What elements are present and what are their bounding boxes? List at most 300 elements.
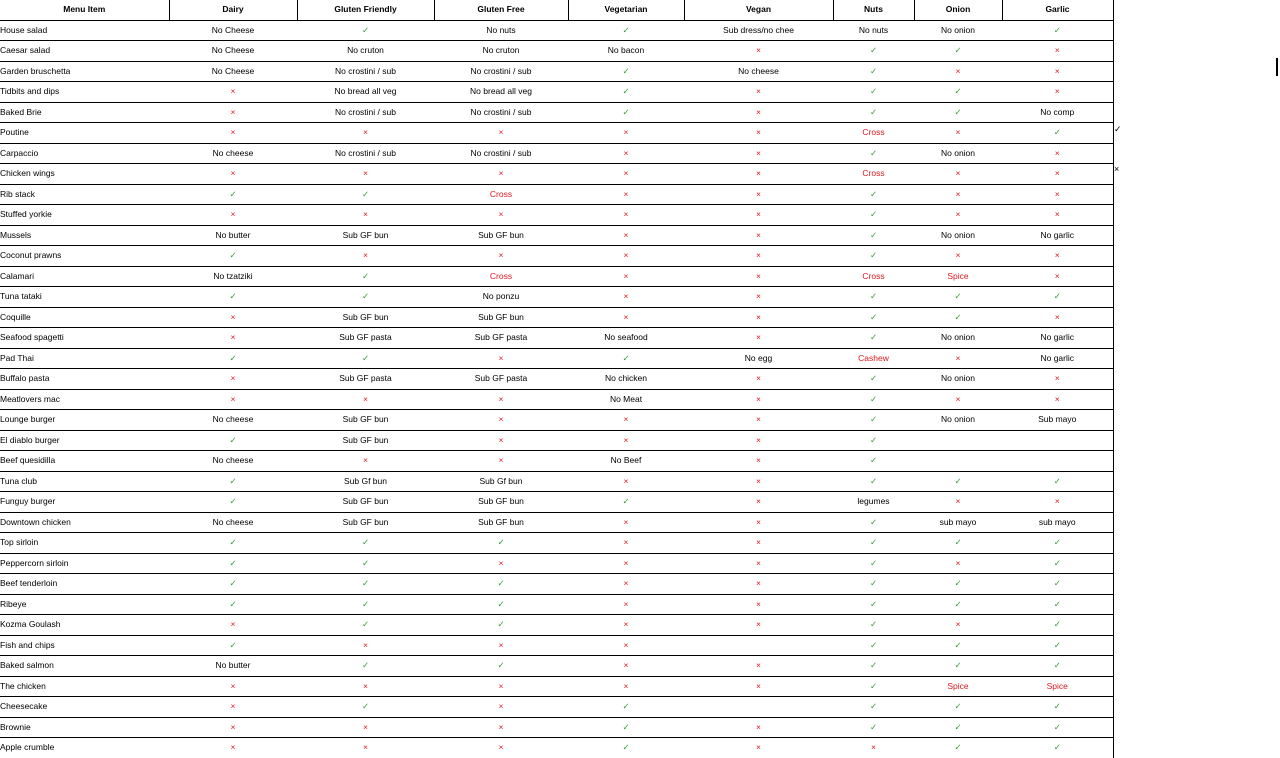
allergen-cell: ✓ xyxy=(568,717,684,738)
allergen-cell: ✓ xyxy=(833,594,914,615)
allergen-cell: Sub GF pasta xyxy=(434,328,568,349)
allergen-cell: × xyxy=(684,307,833,328)
allergen-cell: ✓ xyxy=(568,738,684,758)
allergen-cell: × xyxy=(568,164,684,185)
menu-item-cell: Downtown chicken xyxy=(0,512,169,533)
header-row xyxy=(0,0,1113,20)
menu-item-cell: Stuffed yorkie xyxy=(0,205,169,226)
allergen-cell: No crostini / sub xyxy=(297,143,434,164)
allergen-cell: No Cheese xyxy=(169,20,297,41)
allergen-cell: ✓ xyxy=(297,533,434,554)
table-row xyxy=(0,656,1113,677)
allergen-cell: ✓ xyxy=(297,184,434,205)
allergen-cell: Spice xyxy=(1002,676,1113,697)
menu-item-cell: Baked salmon xyxy=(0,656,169,677)
table-row xyxy=(0,225,1113,246)
allergen-cell: × xyxy=(1002,492,1113,513)
allergen-cell: × xyxy=(684,82,833,103)
allergen-cell: ✓ xyxy=(833,61,914,82)
allergen-cell: × xyxy=(1002,41,1113,62)
allergen-cell: × xyxy=(568,246,684,267)
allergen-cell: × xyxy=(297,389,434,410)
side-cross-mark: × xyxy=(1114,164,1120,174)
table-row xyxy=(0,143,1113,164)
cursor-mark xyxy=(1276,58,1278,76)
table-row xyxy=(0,615,1113,636)
allergen-cell: ✓ xyxy=(1002,717,1113,738)
allergen-cell: No crostini / sub xyxy=(297,61,434,82)
allergen-cell xyxy=(914,430,1002,451)
table-row xyxy=(0,205,1113,226)
menu-item-cell: Peppercorn sirloin xyxy=(0,553,169,574)
allergen-cell: × xyxy=(297,738,434,758)
allergen-cell: × xyxy=(1002,184,1113,205)
allergen-cell: × xyxy=(568,615,684,636)
allergen-cell: Cross xyxy=(434,184,568,205)
table-row xyxy=(0,20,1113,41)
menu-item-cell: Apple crumble xyxy=(0,738,169,758)
allergen-cell: ✓ xyxy=(833,533,914,554)
allergen-cell: Sub GF bun xyxy=(434,225,568,246)
allergen-cell: × xyxy=(684,225,833,246)
menu-item-cell: Beef quesidilla xyxy=(0,451,169,472)
allergen-cell: No bacon xyxy=(568,41,684,62)
allergen-cell: No garlic xyxy=(1002,348,1113,369)
column-header-nuts: Nuts xyxy=(833,0,914,20)
allergen-cell: Sub dress/no chee xyxy=(684,20,833,41)
allergen-cell xyxy=(1002,430,1113,451)
allergen-cell: No Beef xyxy=(568,451,684,472)
menu-item-cell: Beef tenderloin xyxy=(0,574,169,595)
allergen-cell: ✓ xyxy=(1002,574,1113,595)
table-row xyxy=(0,184,1113,205)
menu-item-cell: Mussels xyxy=(0,225,169,246)
column-header-onion: Onion xyxy=(914,0,1002,20)
allergen-cell: ✓ xyxy=(169,348,297,369)
allergen-cell: × xyxy=(434,246,568,267)
allergen-cell: × xyxy=(914,205,1002,226)
allergen-cell: × xyxy=(684,471,833,492)
allergen-cell: ✓ xyxy=(434,615,568,636)
allergen-cell: × xyxy=(568,594,684,615)
allergen-cell: × xyxy=(684,492,833,513)
allergen-cell: ✓ xyxy=(1002,615,1113,636)
menu-item-cell: Buffalo pasta xyxy=(0,369,169,390)
menu-item-cell: Tuna tataki xyxy=(0,287,169,308)
allergen-cell: ✓ xyxy=(833,430,914,451)
allergen-cell: × xyxy=(169,369,297,390)
allergen-cell: ✓ xyxy=(169,471,297,492)
allergen-cell: ✓ xyxy=(1002,697,1113,718)
table-row xyxy=(0,348,1113,369)
allergen-cell: × xyxy=(434,123,568,144)
allergen-cell: ✓ xyxy=(297,287,434,308)
allergen-cell: ✓ xyxy=(914,307,1002,328)
allergen-cell: Sub GF bun xyxy=(297,492,434,513)
allergen-cell: × xyxy=(684,430,833,451)
allergen-cell: ✓ xyxy=(1002,594,1113,615)
allergen-cell: ✓ xyxy=(434,656,568,677)
allergen-cell: × xyxy=(568,656,684,677)
allergen-cell: × xyxy=(434,205,568,226)
allergen-cell: × xyxy=(914,615,1002,636)
table-row xyxy=(0,697,1113,718)
table-row xyxy=(0,717,1113,738)
allergen-cell: ✓ xyxy=(833,512,914,533)
allergen-cell: ✓ xyxy=(169,574,297,595)
allergen-cell: × xyxy=(684,328,833,349)
allergen-cell: No nuts xyxy=(434,20,568,41)
allergen-cell: ✓ xyxy=(1002,471,1113,492)
allergen-cell: × xyxy=(914,61,1002,82)
allergen-cell: ✓ xyxy=(1002,123,1113,144)
allergen-cell: × xyxy=(297,451,434,472)
allergen-cell: No butter xyxy=(169,656,297,677)
allergen-cell: ✓ xyxy=(568,82,684,103)
table-row xyxy=(0,410,1113,431)
table-row xyxy=(0,369,1113,390)
menu-item-cell: Meatlovers mac xyxy=(0,389,169,410)
allergen-cell: ✓ xyxy=(568,102,684,123)
allergen-cell: ✓ xyxy=(914,635,1002,656)
allergen-cell: × xyxy=(914,492,1002,513)
allergen-cell: ✓ xyxy=(833,676,914,697)
menu-item-cell: Caesar salad xyxy=(0,41,169,62)
allergen-cell: × xyxy=(684,287,833,308)
menu-item-cell: Kozma Goulash xyxy=(0,615,169,636)
allergen-cell: ✓ xyxy=(1002,656,1113,677)
allergen-cell: legumes xyxy=(833,492,914,513)
allergen-cell: No cheese xyxy=(684,61,833,82)
allergen-cell: ✓ xyxy=(1002,533,1113,554)
allergen-cell: × xyxy=(297,676,434,697)
allergen-cell: ✓ xyxy=(833,41,914,62)
allergen-cell: × xyxy=(568,410,684,431)
allergen-cell: sub mayo xyxy=(914,512,1002,533)
allergen-cell: ✓ xyxy=(833,307,914,328)
allergen-cell: Sub Gf bun xyxy=(297,471,434,492)
table-row xyxy=(0,61,1113,82)
column-header-gluten-friendly: Gluten Friendly xyxy=(297,0,434,20)
allergen-cell: No Cheese xyxy=(169,61,297,82)
allergen-cell: × xyxy=(434,676,568,697)
allergen-cell: Sub GF bun xyxy=(434,492,568,513)
menu-item-cell: Coconut prawns xyxy=(0,246,169,267)
allergen-cell: No cheese xyxy=(169,512,297,533)
allergen-cell: No egg xyxy=(684,348,833,369)
allergen-cell: ✓ xyxy=(1002,738,1113,758)
menu-item-cell: Lounge burger xyxy=(0,410,169,431)
menu-item-cell: Ribeye xyxy=(0,594,169,615)
allergen-cell: No seafood xyxy=(568,328,684,349)
allergen-cell: ✓ xyxy=(297,697,434,718)
allergen-cell: × xyxy=(684,246,833,267)
allergen-cell: × xyxy=(684,143,833,164)
allergen-cell: Sub GF pasta xyxy=(297,369,434,390)
allergen-cell: Sub GF bun xyxy=(297,225,434,246)
allergen-cell: Sub GF bun xyxy=(434,512,568,533)
allergen-cell: × xyxy=(434,697,568,718)
allergen-cell: × xyxy=(914,389,1002,410)
allergen-cell: No onion xyxy=(914,143,1002,164)
allergen-cell: × xyxy=(169,389,297,410)
allergen-cell: Cross xyxy=(833,123,914,144)
allergen-cell: × xyxy=(684,123,833,144)
allergen-cell: No butter xyxy=(169,225,297,246)
allergen-cell: × xyxy=(684,205,833,226)
allergen-cell: ✓ xyxy=(833,389,914,410)
allergen-cell: × xyxy=(1002,164,1113,185)
allergen-cell: × xyxy=(684,102,833,123)
allergen-cell: × xyxy=(684,41,833,62)
allergen-cell: No cheese xyxy=(169,451,297,472)
allergen-cell: ✓ xyxy=(914,287,1002,308)
menu-item-cell: El diablo burger xyxy=(0,430,169,451)
menu-item-cell: Carpaccio xyxy=(0,143,169,164)
table-row xyxy=(0,82,1113,103)
allergen-cell: ✓ xyxy=(833,328,914,349)
table-row xyxy=(0,41,1113,62)
allergen-cell: × xyxy=(684,369,833,390)
allergen-cell: No comp xyxy=(1002,102,1113,123)
allergen-cell: ✓ xyxy=(914,656,1002,677)
allergen-cell: ✓ xyxy=(169,287,297,308)
allergen-cell: ✓ xyxy=(914,471,1002,492)
allergen-cell: ✓ xyxy=(833,574,914,595)
table-row xyxy=(0,738,1113,758)
side-check-mark: ✓ xyxy=(1114,124,1122,134)
allergen-cell: ✓ xyxy=(833,615,914,636)
allergen-cell: No bread all veg xyxy=(297,82,434,103)
allergen-cell: Cashew xyxy=(833,348,914,369)
allergen-cell: × xyxy=(914,164,1002,185)
allergen-cell: No ponzu xyxy=(434,287,568,308)
allergen-cell: × xyxy=(1002,266,1113,287)
allergen-cell: × xyxy=(169,307,297,328)
table-row xyxy=(0,307,1113,328)
allergen-cell: ✓ xyxy=(833,143,914,164)
allergen-cell: ✓ xyxy=(297,574,434,595)
allergen-cell: ✓ xyxy=(833,410,914,431)
allergen-cell: No onion xyxy=(914,410,1002,431)
table-row xyxy=(0,635,1113,656)
allergen-cell: ✓ xyxy=(297,553,434,574)
allergen-cell: No onion xyxy=(914,328,1002,349)
allergen-cell: × xyxy=(684,533,833,554)
allergen-cell: No onion xyxy=(914,369,1002,390)
allergen-cell: Cross xyxy=(833,164,914,185)
allergen-cell: × xyxy=(684,164,833,185)
menu-item-cell: Top sirloin xyxy=(0,533,169,554)
allergen-cell: × xyxy=(169,328,297,349)
allergen-cell: ✓ xyxy=(833,717,914,738)
allergen-cell: ✓ xyxy=(833,553,914,574)
allergen-cell: × xyxy=(684,615,833,636)
allergen-cell: ✓ xyxy=(1002,635,1113,656)
allergen-cell: × xyxy=(684,656,833,677)
allergen-cell: ✓ xyxy=(169,635,297,656)
menu-item-cell: Chicken wings xyxy=(0,164,169,185)
allergen-cell: ✓ xyxy=(833,656,914,677)
allergen-cell: ✓ xyxy=(169,594,297,615)
allergen-cell: ✓ xyxy=(833,635,914,656)
allergen-cell: × xyxy=(568,471,684,492)
allergen-cell: × xyxy=(568,205,684,226)
allergen-cell: ✓ xyxy=(833,451,914,472)
allergen-cell: ✓ xyxy=(169,430,297,451)
allergen-cell: × xyxy=(169,615,297,636)
allergen-cell: No cruton xyxy=(434,41,568,62)
table-row xyxy=(0,553,1113,574)
allergen-cell: × xyxy=(169,82,297,103)
allergen-cell: Cross xyxy=(833,266,914,287)
allergen-cell: Sub GF bun xyxy=(297,307,434,328)
allergen-cell: Sub mayo xyxy=(1002,410,1113,431)
allergen-cell: ✓ xyxy=(169,492,297,513)
column-header-dairy: Dairy xyxy=(169,0,297,20)
allergen-cell: ✓ xyxy=(914,102,1002,123)
table-row xyxy=(0,266,1113,287)
allergen-cell: × xyxy=(434,348,568,369)
allergen-cell: ✓ xyxy=(833,184,914,205)
allergen-cell: ✓ xyxy=(568,348,684,369)
allergen-cell: × xyxy=(169,697,297,718)
allergen-cell: × xyxy=(297,205,434,226)
allergen-cell: ✓ xyxy=(914,41,1002,62)
allergen-cell: ✓ xyxy=(833,471,914,492)
allergen-cell: ✓ xyxy=(833,246,914,267)
allergen-cell: × xyxy=(684,266,833,287)
allergen-cell: ✓ xyxy=(914,738,1002,758)
allergen-cell: × xyxy=(684,512,833,533)
allergen-cell: × xyxy=(434,389,568,410)
allergen-cell: No cheese xyxy=(169,410,297,431)
table-row xyxy=(0,594,1113,615)
allergen-cell: No bread all veg xyxy=(434,82,568,103)
allergen-cell: × xyxy=(684,389,833,410)
allergen-cell: × xyxy=(568,287,684,308)
allergen-cell: ✓ xyxy=(833,102,914,123)
allergen-cell: No onion xyxy=(914,20,1002,41)
allergen-cell: × xyxy=(434,553,568,574)
allergen-cell: × xyxy=(914,184,1002,205)
allergen-cell: No cheese xyxy=(169,143,297,164)
table-row xyxy=(0,676,1113,697)
menu-item-cell: Garden bruschetta xyxy=(0,61,169,82)
allergen-cell: ✓ xyxy=(297,594,434,615)
allergen-cell: No crostini / sub xyxy=(434,143,568,164)
allergen-cell: × xyxy=(833,738,914,758)
allergen-cell: × xyxy=(297,246,434,267)
allergen-cell: Spice xyxy=(914,676,1002,697)
menu-item-cell: House salad xyxy=(0,20,169,41)
table-row xyxy=(0,328,1113,349)
allergen-cell: Sub GF bun xyxy=(297,512,434,533)
allergen-cell: Sub GF bun xyxy=(434,307,568,328)
allergen-cell: Sub Gf bun xyxy=(434,471,568,492)
allergen-cell: × xyxy=(568,512,684,533)
allergen-cell: × xyxy=(434,410,568,431)
allergen-cell: × xyxy=(568,676,684,697)
allergen-cell: × xyxy=(568,533,684,554)
allergen-cell: No cruton xyxy=(297,41,434,62)
menu-item-cell: Cheesecake xyxy=(0,697,169,718)
allergen-cell: × xyxy=(568,307,684,328)
menu-item-cell: Seafood spagetti xyxy=(0,328,169,349)
allergen-cell: ✓ xyxy=(833,369,914,390)
table-row xyxy=(0,512,1113,533)
allergen-cell: ✓ xyxy=(568,697,684,718)
allergen-cell: × xyxy=(1002,143,1113,164)
allergen-cell: ✓ xyxy=(169,184,297,205)
allergen-cell: × xyxy=(297,123,434,144)
allergen-cell: Sub GF pasta xyxy=(434,369,568,390)
allergen-cell: ✓ xyxy=(914,82,1002,103)
allergen-cell: × xyxy=(568,123,684,144)
allergen-cell: ✓ xyxy=(434,533,568,554)
allergen-cell: No chicken xyxy=(568,369,684,390)
menu-item-cell: Coquille xyxy=(0,307,169,328)
allergen-cell: × xyxy=(684,451,833,472)
allergen-cell: × xyxy=(1002,61,1113,82)
allergen-cell: × xyxy=(169,717,297,738)
menu-item-cell: Brownie xyxy=(0,717,169,738)
table-row xyxy=(0,574,1113,595)
allergen-cell: ✓ xyxy=(1002,287,1113,308)
menu-item-cell: Funguy burger xyxy=(0,492,169,513)
menu-item-cell: Fish and chips xyxy=(0,635,169,656)
allergen-cell: ✓ xyxy=(833,287,914,308)
allergen-cell: ✓ xyxy=(914,697,1002,718)
table-row xyxy=(0,533,1113,554)
allergen-cell: ✓ xyxy=(434,594,568,615)
allergen-cell: × xyxy=(684,594,833,615)
allergen-cell: × xyxy=(434,451,568,472)
table-row xyxy=(0,430,1113,451)
allergen-cell: No tzatziki xyxy=(169,266,297,287)
allergen-cell: × xyxy=(434,635,568,656)
column-header-menu-item: Menu Item xyxy=(0,0,169,20)
allergen-cell: × xyxy=(684,717,833,738)
allergen-cell: No garlic xyxy=(1002,328,1113,349)
allergen-cell: ✓ xyxy=(169,553,297,574)
allergen-cell: sub mayo xyxy=(1002,512,1113,533)
allergen-cell: × xyxy=(914,348,1002,369)
menu-item-cell: Tuna club xyxy=(0,471,169,492)
allergen-cell: × xyxy=(297,164,434,185)
menu-item-cell: Calamari xyxy=(0,266,169,287)
allergen-cell: × xyxy=(568,635,684,656)
column-header-gluten-free: Gluten Free xyxy=(434,0,568,20)
column-header-garlic: Garlic xyxy=(1002,0,1113,20)
menu-item-cell: The chicken xyxy=(0,676,169,697)
allergen-cell: No garlic xyxy=(1002,225,1113,246)
allergen-cell: ✓ xyxy=(434,574,568,595)
allergen-cell: × xyxy=(434,717,568,738)
allergen-cell xyxy=(1002,451,1113,472)
allergen-cell: × xyxy=(1002,369,1113,390)
allergen-cell: ✓ xyxy=(833,225,914,246)
allergen-cell: Sub GF bun xyxy=(297,430,434,451)
allergen-cell: × xyxy=(568,266,684,287)
allergen-cell: × xyxy=(434,430,568,451)
menu-item-cell: Pad Thai xyxy=(0,348,169,369)
allergen-cell: × xyxy=(1002,389,1113,410)
allergen-cell: × xyxy=(568,430,684,451)
allergen-cell: No crostini / sub xyxy=(297,102,434,123)
allergen-cell: ✓ xyxy=(169,246,297,267)
allergen-cell: × xyxy=(1002,307,1113,328)
